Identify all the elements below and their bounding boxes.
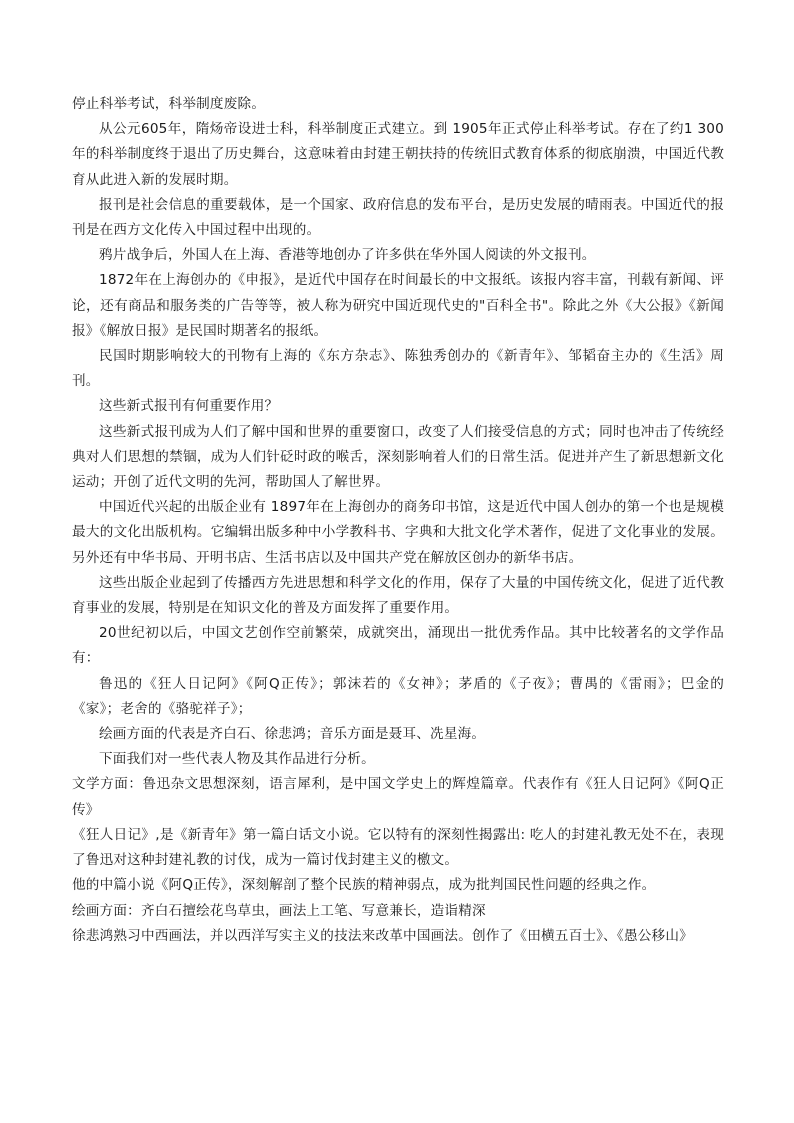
paragraph-1: 停止科举考试，科举制度废除。 bbox=[72, 96, 266, 112]
document-page bbox=[72, 92, 724, 949]
paragraph-7: 这些新式报刊有何重要作用？ bbox=[99, 398, 279, 415]
paragraph-15: 文学方面：鲁迅杂文思想深刻，语言犀利，是中国文学史上的辉煌篇章。代表作有《狂人日记阿》《阿Q正传》 bbox=[72, 776, 724, 818]
paragraph-14: 下面我们对一些代表人物及其作品进行分析。 bbox=[99, 751, 375, 768]
paragraph-13: 绘画方面的代表是齐白石、徐悲鸿；音乐方面是聂耳、冼星海。 bbox=[99, 726, 486, 743]
paragraph-11: 20世纪初以后，中国文艺创作空前繁荣，成就突出，涌现出一批优秀作品。其中比较著名的文学作品有： bbox=[72, 625, 724, 667]
paragraph-9: 中国近代兴起的出版企业有 1897年在上海创办的商务印书馆，这是近代中国人创办的第一个也是规模最大的文化出版机构。它编辑出版多种中小学教科书、字典和大批文化学术著作，促进了文化事业的发展。另外还有中华书局、开明书店、生活书店以及中国共产党在解放区创办的新华书店。 bbox=[72, 499, 724, 566]
paragraph-3: 报刊是社会信息的重要载体，是一个国家、政府信息的发布平台，是历史发展的晴雨表。中国近代的报刊是在西方文化传入中国过程中出现的。 bbox=[72, 196, 724, 239]
paragraph-6: 民国时期影响较大的刊物有上海的《东方杂志》、陈独秀创办的《新青年》、邹韬奋主办的《生活》周刊。 bbox=[72, 348, 724, 390]
paragraph-5: 1872年在上海创办的《申报》，是近代中国存在时间最长的中文报纸。该报内容丰富，刊载有新闻、评论，还有商品和服务类的广告等等，被人称为研究中国近现代史的"百科全书"。除此之外《大公报》《新闻报》《解放日报》是民国时期著名的报纸。 bbox=[72, 272, 724, 339]
paragraph-12: 鲁迅的《狂人日记阿》《阿Q正传》；郭沫若的《女神》；茅盾的《子夜》；曹禺的《雷雨》；巴金的《家》；老舍的《骆驼祥子》； bbox=[72, 675, 724, 717]
paragraph-4: 鸦片战争后，外国人在上海、香港等地创办了许多供在华外国人阅读的外文报刊。 bbox=[99, 247, 596, 264]
paragraph-18: 绘画方面：齐白石擅绘花鸟草虫，画法上工笔、写意兼长，造诣精深 bbox=[72, 902, 486, 919]
paragraph-2: 从公元605年，隋炀帝设进士科，科举制度正式建立。到 1905年正式停止科举考试。存在了约1 300年的科举制度终于退出了历史舞台，这意味着由封建王朝扶持的传统旧式教育体系的彻底崩溃，中国近代教育从此进入新的发展时期。 bbox=[72, 121, 724, 188]
paragraph-16: 《狂人日记》,是《新青年》第一篇白话文小说。它以特有的深刻性揭露出: 吃人的封建礼教无处不在，表现了鲁迅对这种封建礼教的讨伐，成为一篇讨伐封建主义的檄文。 bbox=[72, 826, 724, 869]
paragraph-17: 他的中篇小说《阿Q正传》，深刻解剖了整个民族的精神弱点，成为批判国民性问题的经典之作。 bbox=[72, 877, 656, 894]
paragraph-19: 徐悲鸿熟习中西画法，并以西洋写实主义的技法来改革中国画法。创作了《田横五百士》、《愚公移山》 bbox=[72, 927, 693, 944]
paragraph-10: 这些出版企业起到了传播西方先进思想和科学文化的作用，保存了大量的中国传统文化，促进了近代教育事业的发展，特别是在知识文化的普及方面发挥了重要作用。 bbox=[72, 574, 724, 617]
paragraph-8: 这些新式报刊成为人们了解中国和世界的重要窗口，改变了人们接受信息的方式；同时也冲击了传统经典对人们思想的禁锢，成为人们针砭时政的喉舌，深刻影响着人们的日常生活。促进并产生了新思想新文化运动；开创了近代文明的先河，帮助国人了解世界。 bbox=[72, 423, 724, 491]
